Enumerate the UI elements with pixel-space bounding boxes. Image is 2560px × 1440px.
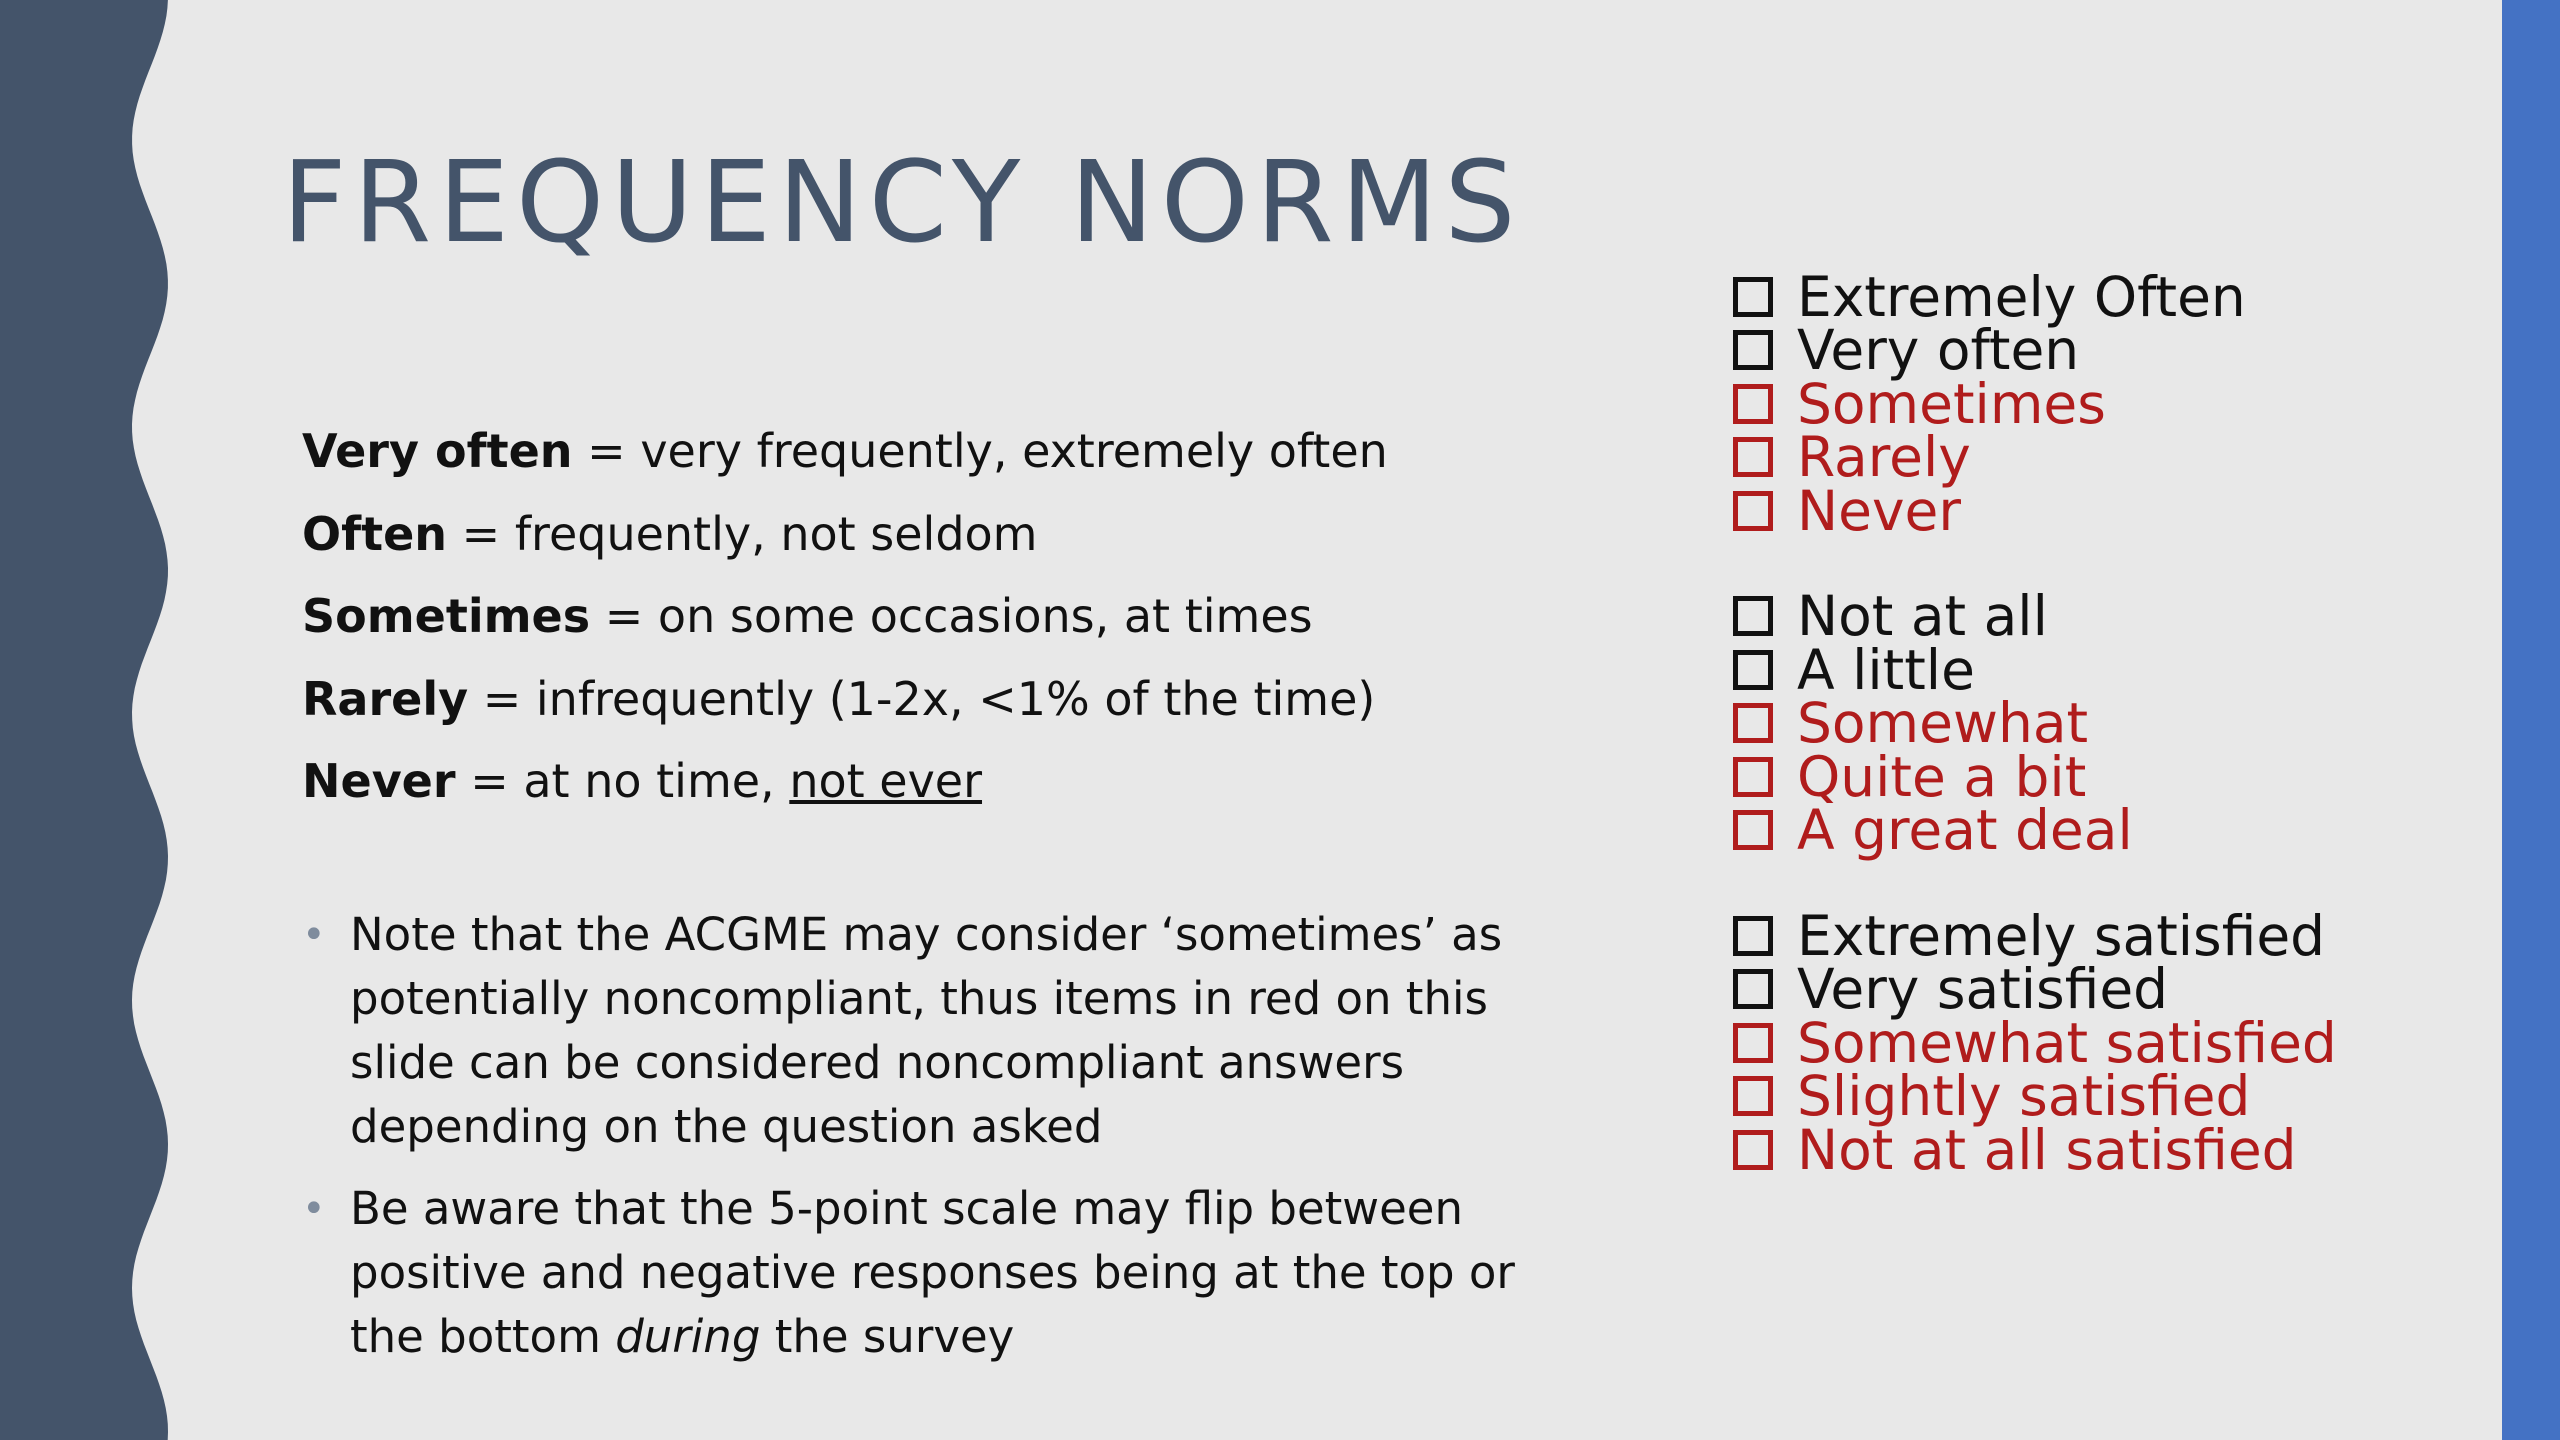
left-decorative-wave-band [0, 0, 200, 1440]
checkbox-icon [1733, 330, 1773, 370]
definition-text: = on some occasions, at times [590, 589, 1313, 643]
checkbox-icon [1733, 916, 1773, 956]
definition-text: = very frequently, extremely often [572, 424, 1388, 478]
definition-text: = frequently, not seldom [447, 506, 1038, 561]
scale-option-label: Somewhat satisfied [1797, 1010, 2337, 1075]
frequency-scale [1733, 264, 2337, 543]
definition-sometimes [302, 575, 1388, 658]
checkbox-icon [1733, 384, 1773, 424]
definition-text: = at no time, [455, 754, 790, 808]
note-italic-text: during [615, 1310, 761, 1363]
definition-term: Often [302, 506, 448, 561]
definition-rarely [302, 658, 1388, 741]
definitions-list [302, 410, 1388, 823]
scale-option-label: Not at all [1797, 584, 2048, 649]
scale-option [1733, 478, 2337, 543]
scale-option [1733, 637, 2337, 702]
scale-option-label: Extremely satisfied [1797, 903, 2326, 968]
checkbox-icon [1733, 1130, 1773, 1170]
checkbox-icon [1733, 810, 1773, 850]
checkbox-icon [1733, 596, 1773, 636]
scale-option [1733, 1117, 2337, 1182]
amount-scale [1733, 584, 2337, 863]
note-text-end: the survey [760, 1310, 1015, 1363]
scale-option [1733, 691, 2337, 756]
scale-option-label: A great deal [1797, 798, 2133, 863]
scale-option [1733, 1064, 2337, 1129]
scale-option-label: A little [1797, 637, 1975, 702]
note-scale-flip [300, 1177, 1600, 1369]
scale-option [1733, 903, 2337, 968]
scale-option [1733, 1010, 2337, 1075]
scale-option-label: Very satisfied [1797, 957, 2169, 1022]
scale-option [1733, 371, 2337, 436]
definition-text: = infrequently (1-2x, <1% of the time) [468, 671, 1376, 726]
scale-option-label: Sometimes [1797, 371, 2106, 436]
definition-very-often [302, 410, 1388, 493]
scale-option-label: Not at all satisfied [1797, 1117, 2297, 1182]
checkbox-icon [1733, 491, 1773, 531]
scale-option-label: Quite a bit [1797, 744, 2087, 809]
scale-option [1733, 744, 2337, 809]
note-text: Note that the ACGME may consider ‘sometimes’ as potentially noncompliant, thus items in red on this slide can be considered noncompliant answers depending on the question asked [350, 908, 1503, 1153]
checkbox-icon [1733, 969, 1773, 1009]
checkbox-icon [1733, 1023, 1773, 1063]
satisfaction-scale [1733, 903, 2337, 1182]
checkbox-icon [1733, 757, 1773, 797]
scale-option [1733, 318, 2337, 383]
slide-title: FREQUENCY NORMS [282, 138, 1523, 268]
note-acgme-sometimes [300, 903, 1600, 1159]
scale-option-label: Slightly satisfied [1797, 1064, 2251, 1129]
scale-option-label: Never [1797, 478, 1961, 543]
checkbox-icon [1733, 277, 1773, 317]
definition-often [302, 493, 1388, 576]
scale-option [1733, 425, 2337, 490]
scale-option-label: Very often [1797, 318, 2080, 383]
scale-option [1733, 798, 2337, 863]
scale-option [1733, 264, 2337, 329]
scale-option-label: Extremely Often [1797, 264, 2246, 329]
wave-shape [0, 0, 168, 1440]
scale-option [1733, 584, 2337, 649]
checkbox-icon [1733, 703, 1773, 743]
bullet-icon: • [302, 912, 326, 958]
checkbox-icon [1733, 650, 1773, 690]
checkbox-icon [1733, 1076, 1773, 1116]
definition-term: Never [302, 754, 456, 808]
definition-term: Sometimes [302, 589, 591, 643]
scale-option-label: Rarely [1797, 425, 1971, 490]
scale-option-label: Somewhat [1797, 691, 2089, 756]
definition-underlined-text: not ever [789, 754, 983, 808]
checkbox-icon [1733, 437, 1773, 477]
definition-term: Very often [302, 424, 573, 478]
right-accent-bar [2502, 0, 2560, 1440]
response-scales [1733, 264, 2337, 1182]
definition-never [302, 740, 1388, 823]
scale-option [1733, 957, 2337, 1022]
definition-term: Rarely [302, 671, 469, 726]
notes-bullet-list [300, 903, 1600, 1369]
note-text: Be aware that the 5-point scale may flip between positive and negative responses being at the top or the bottom [350, 1182, 1515, 1363]
bullet-icon: • [302, 1186, 326, 1232]
